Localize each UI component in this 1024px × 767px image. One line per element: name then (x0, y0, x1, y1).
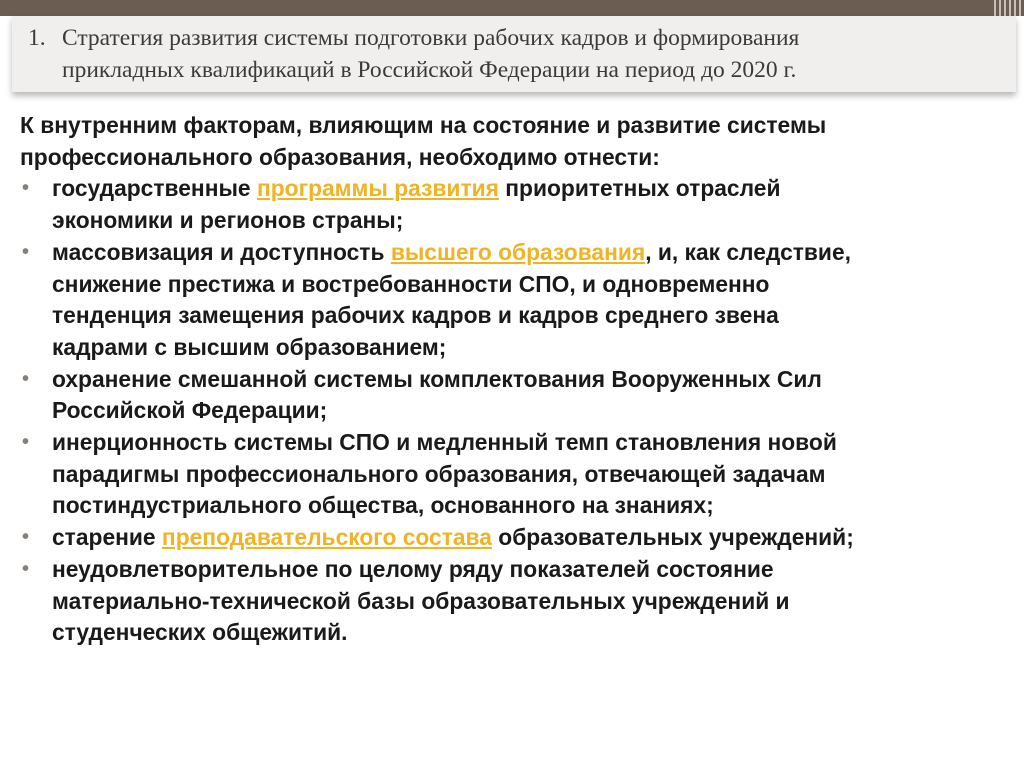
title-text (62, 22, 1008, 86)
text-fragment: , и, как следствие, (645, 238, 851, 265)
list-item (20, 427, 1020, 522)
intro-paragraph (20, 110, 1020, 173)
title-number: 1. (28, 25, 46, 51)
text-fragment: старение (52, 524, 162, 551)
bullet-icon: • (22, 431, 30, 454)
text-line: постиндустриального общества, основанного на знаниях; (52, 492, 714, 519)
corner-stripes-decor (994, 0, 1024, 16)
text-fragment: приоритетных отраслей (498, 175, 781, 202)
text-line: материально-технической базы образовательных учреждений и (52, 587, 790, 614)
text-line: экономики и регионов страны; (52, 207, 404, 234)
text-fragment: государственные (52, 175, 257, 202)
text-line: тенденция замещения рабочих кадров и кадров среднего звена (52, 302, 779, 329)
slide-title (28, 22, 1008, 86)
intro-line-2: профессионального образования, необходимо отнести: (20, 143, 660, 170)
link-development-programs[interactable]: программы развития (256, 175, 499, 202)
text-line: охранение смешанной системы комплектования Вооруженных Сил (52, 365, 822, 392)
list-item-text (52, 427, 837, 522)
list-item-text (52, 522, 854, 554)
text-line: снижение престижа и востребованности СПО, и одновременно (52, 270, 770, 297)
intro-line-1: К внутренним факторам, влияющим на состояние и развитие системы (20, 112, 827, 138)
list-item-text (52, 237, 851, 364)
text-fragment: образовательных учреждений; (491, 524, 854, 551)
text-line: студенческих общежитий. (52, 619, 348, 646)
bullet-icon: • (22, 367, 30, 390)
list-item (20, 173, 1020, 236)
slide-body (20, 110, 1020, 649)
text-line: инерционность системы СПО и медленный темп становления новой (52, 429, 837, 456)
list-item (20, 237, 1020, 364)
list-item (20, 554, 1020, 649)
text-line: кадрами с высшим образованием; (52, 333, 447, 360)
title-line-2: прикладных квалификаций в Российской Федерации на период до 2020 г. (62, 57, 797, 83)
text-line: неудовлетворительное по целому ряду показателей состояние (52, 555, 774, 582)
link-teaching-staff[interactable]: преподавательского состава (161, 524, 492, 551)
list-item-text (52, 364, 822, 427)
bullet-icon: • (22, 526, 30, 549)
list-item (20, 364, 1020, 427)
bullet-icon: • (22, 240, 30, 263)
link-higher-education[interactable]: высшего образования (390, 238, 646, 265)
factors-list (20, 173, 1020, 649)
text-line: парадигмы профессионального образования, отвечающей задачам (52, 460, 826, 487)
list-item (20, 522, 1020, 554)
top-decor-bar (0, 0, 1024, 16)
bullet-icon: • (22, 177, 30, 200)
list-item-text (52, 173, 780, 236)
text-line: Российской Федерации; (52, 397, 328, 424)
text-fragment: массовизация и доступность (52, 238, 391, 265)
title-line-1: Стратегия развития системы подготовки рабочих кадров и формирования (62, 25, 800, 51)
bullet-icon: • (22, 557, 30, 580)
list-item-text (52, 554, 790, 649)
